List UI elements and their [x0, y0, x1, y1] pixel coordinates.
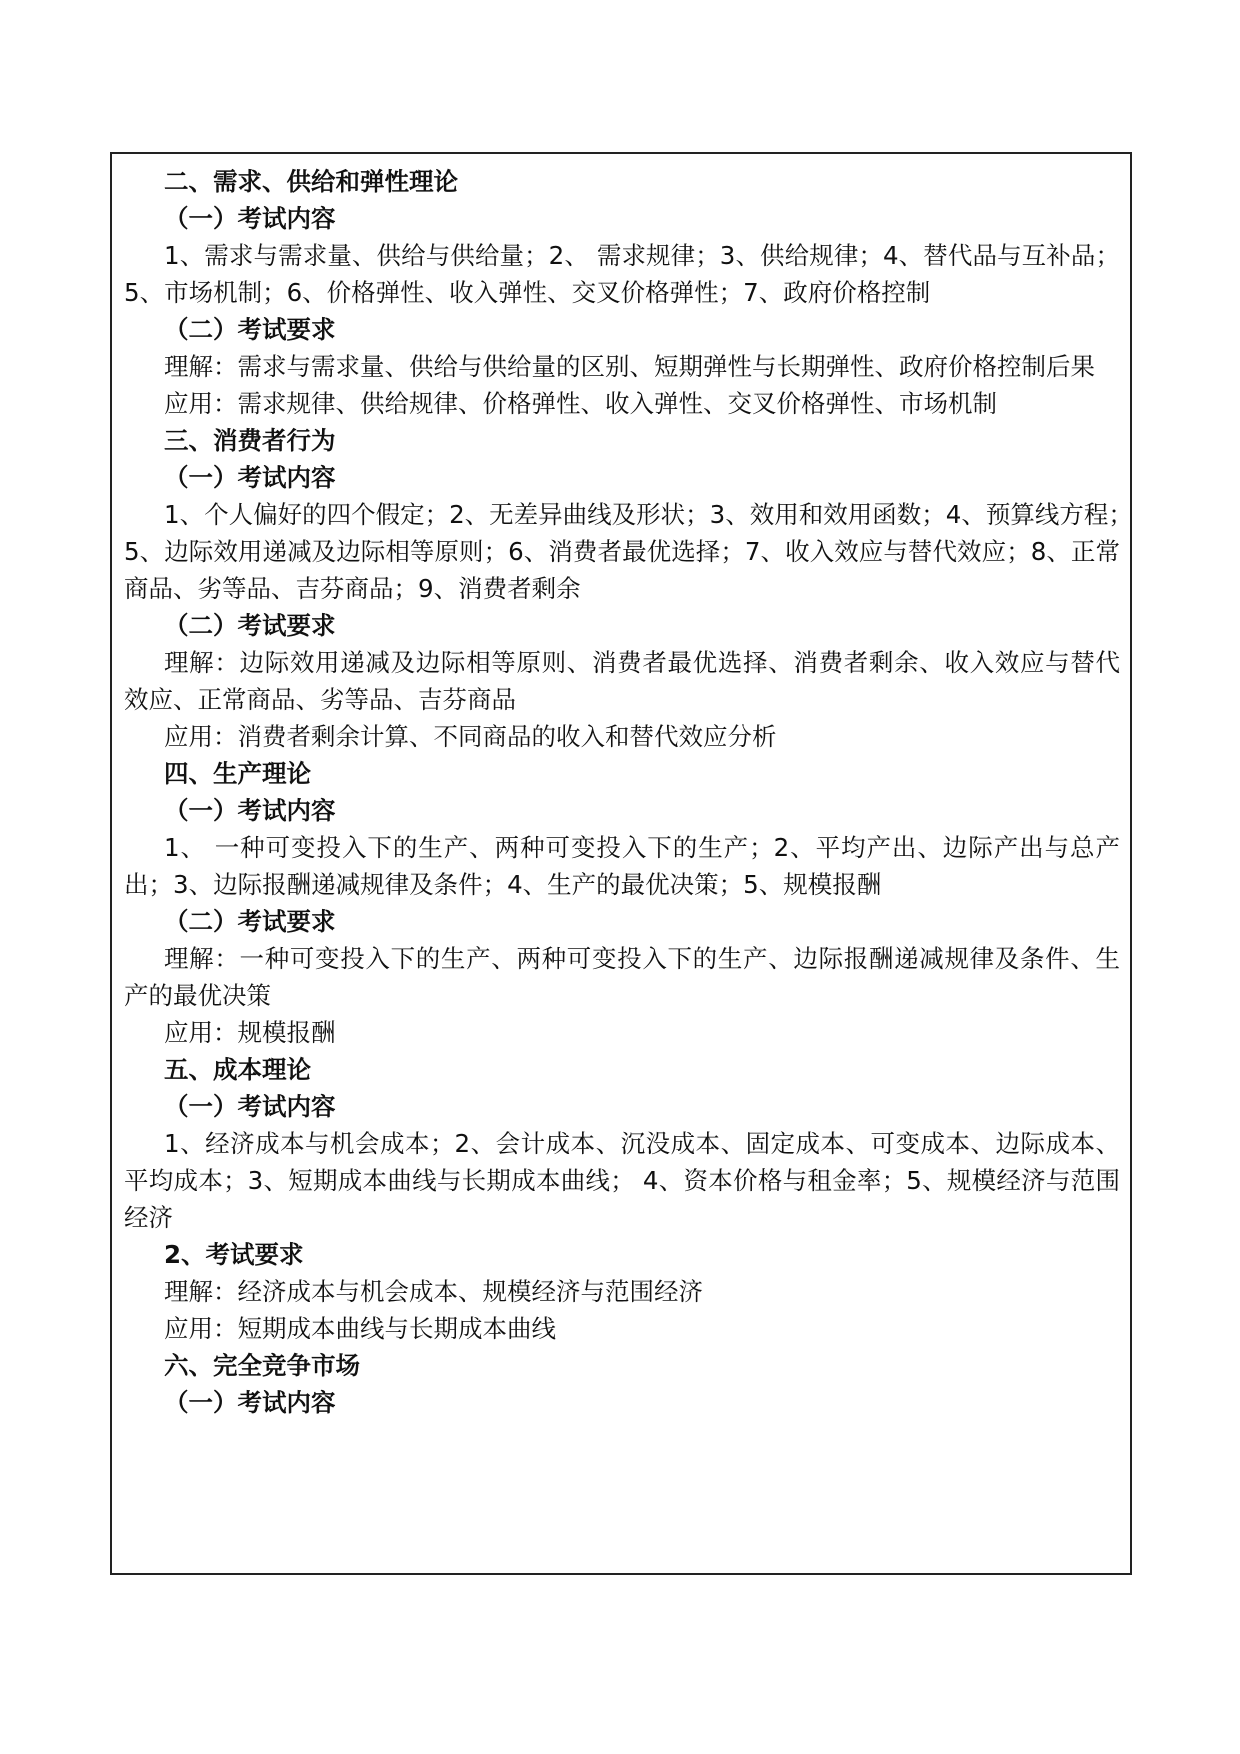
requirement-line: 产的最优决策: [124, 981, 271, 1010]
content-line: 1、经济成本与机会成本；2、会计成本、沉没成本、固定成本、可变成本、边际成本、: [164, 1129, 1120, 1158]
section-title: 二、需求、供给和弹性理论: [164, 167, 458, 196]
subsection-heading: （一）考试内容: [164, 796, 336, 825]
subsection-heading: 2、考试要求: [164, 1240, 304, 1269]
content-line: 经济: [124, 1203, 173, 1232]
content-line: 平均成本；3、短期成本曲线与长期成本曲线； 4、资本价格与租金率；5、规模经济与范围: [124, 1166, 1120, 1195]
subsection-heading: （一）考试内容: [164, 1388, 336, 1417]
content-line: 1、个人偏好的四个假定；2、无差异曲线及形状；3、效用和效用函数；4、预算线方程；: [164, 500, 1133, 529]
section-title: 五、成本理论: [164, 1055, 311, 1084]
section-title: 四、生产理论: [164, 759, 311, 788]
requirement-line: 效应、正常商品、劣等品、吉芬商品: [124, 685, 516, 714]
subsection-heading: （二）考试要求: [164, 907, 336, 936]
requirement-line: 应用：短期成本曲线与长期成本曲线: [164, 1314, 556, 1343]
subsection-heading: （一）考试内容: [164, 463, 336, 492]
subsection-heading: （一）考试内容: [164, 1092, 336, 1121]
section-title: 三、消费者行为: [164, 426, 336, 455]
content-line: 1、需求与需求量、供给与供给量；2、 需求规律；3、供给规律；4、替代品与互补品；: [164, 241, 1120, 270]
requirement-line: 理解：一种可变投入下的生产、两种可变投入下的生产、边际报酬递减规律及条件、生: [164, 944, 1120, 973]
requirement-line: 理解：需求与需求量、供给与供给量的区别、短期弹性与长期弹性、政府价格控制后果: [164, 352, 1095, 381]
requirement-line: 应用：需求规律、供给规律、价格弹性、收入弹性、交叉价格弹性、市场机制: [164, 389, 997, 418]
content-line: 商品、劣等品、吉芬商品；9、消费者剩余: [124, 574, 581, 603]
content-line: 出；3、边际报酬递减规律及条件；4、生产的最优决策；5、规模报酬: [124, 870, 882, 899]
subsection-heading: （二）考试要求: [164, 611, 336, 640]
subsection-heading: （二）考试要求: [164, 315, 336, 344]
requirement-line: 理解：经济成本与机会成本、规模经济与范围经济: [164, 1277, 703, 1306]
section-title: 六、完全竞争市场: [164, 1351, 360, 1380]
document-frame: [110, 152, 1132, 1575]
content-line: 5、边际效用递减及边际相等原则；6、消费者最优选择；7、收入效应与替代效应；8、正常: [124, 537, 1120, 566]
requirement-line: 理解：边际效用递减及边际相等原则、消费者最优选择、消费者剩余、收入效应与替代: [164, 648, 1120, 677]
subsection-heading: （一）考试内容: [164, 204, 336, 233]
requirement-line: 应用：规模报酬: [164, 1018, 336, 1047]
requirement-line: 应用：消费者剩余计算、不同商品的收入和替代效应分析: [164, 722, 777, 751]
content-line: 1、 一种可变投入下的生产、两种可变投入下的生产；2、平均产出、边际产出与总产: [164, 833, 1120, 862]
content-line: 5、市场机制；6、价格弹性、收入弹性、交叉价格弹性；7、政府价格控制: [124, 278, 931, 307]
